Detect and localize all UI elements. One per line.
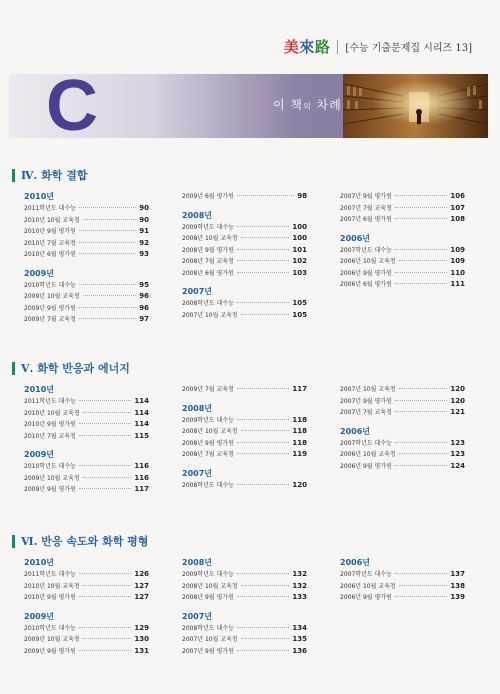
entry-label: 2006년 10월 교육청	[340, 451, 396, 458]
year-heading: 2006년	[340, 558, 370, 567]
entry-label: 2007년 9월 평가원	[182, 647, 234, 655]
dot-leader	[79, 627, 131, 628]
toc-entry[interactable]	[24, 226, 149, 238]
section-marker	[12, 362, 15, 375]
entry-label: 2007년 10월 교육청	[340, 386, 396, 393]
page-number: 106	[450, 192, 465, 200]
page-number: 118	[292, 415, 307, 424]
toc-entry[interactable]	[340, 191, 465, 203]
page-number: 118	[292, 427, 307, 435]
entry-label: 2010년 9월 평가원	[24, 421, 76, 428]
entry-label: 2011학년도 대수능	[24, 205, 76, 212]
dot-leader	[395, 400, 447, 401]
entry-label: 2010년 6월 평가원	[24, 251, 76, 258]
dot-leader	[395, 207, 447, 208]
page-number: 92	[139, 238, 149, 247]
entry-label: 2011학년도 대수능	[24, 398, 76, 405]
toc-entry[interactable]	[340, 396, 465, 408]
page-number: 109	[450, 257, 465, 265]
dot-leader	[79, 650, 131, 651]
page-number: 135	[292, 635, 307, 643]
page-number: 115	[134, 431, 149, 440]
entry-label: 2008년 9월 평가원	[182, 594, 234, 601]
entry-label: 2010년 10월 교육청	[24, 216, 80, 224]
page-number: 90	[139, 204, 149, 212]
entry-label: 2009년 7월 교육청	[24, 316, 76, 323]
dot-leader	[237, 226, 289, 227]
toc-entry[interactable]	[24, 592, 149, 604]
entry-label: 2008학년도 대수능	[182, 624, 234, 632]
page-number: 127	[134, 581, 149, 590]
dot-leader	[241, 314, 290, 315]
page-number: 91	[139, 227, 149, 235]
entry-label: 2010년 10월 교육청	[24, 409, 80, 417]
toc-column	[182, 384, 307, 491]
toc-entry[interactable]	[182, 634, 307, 646]
dot-leader	[79, 253, 136, 254]
page-number: 133	[292, 593, 307, 601]
toc-entry[interactable]	[182, 233, 307, 245]
page-number: 108	[450, 215, 465, 223]
page-number: 118	[292, 438, 307, 447]
toc-entry[interactable]	[182, 646, 307, 658]
page-number: 116	[134, 473, 149, 482]
dot-leader	[83, 219, 137, 220]
dot-leader	[79, 596, 131, 597]
section-title: Ⅵ. 반응 속도와 화학 평형	[21, 535, 149, 548]
page-number: 100	[292, 234, 307, 242]
dot-leader	[237, 272, 289, 273]
entry-label: 2009년 10월 교육청	[24, 293, 80, 300]
page-number: 111	[450, 280, 465, 288]
entry-label: 2007년 6월 평가원	[340, 216, 392, 223]
toc-entry[interactable]	[340, 245, 465, 257]
dot-leader	[237, 302, 289, 303]
dot-leader	[399, 388, 448, 389]
toc-entry[interactable]	[340, 407, 465, 419]
entry-label: 2006년 9월 평가원	[340, 269, 392, 277]
dot-leader	[237, 627, 289, 628]
toc-entry[interactable]	[24, 431, 149, 443]
toc-column	[340, 191, 465, 291]
entry-label: 2006년 10월 교육청	[340, 258, 396, 265]
toc-entry[interactable]	[24, 484, 149, 496]
dot-leader	[237, 453, 289, 454]
year-heading: 2007년	[182, 611, 212, 621]
dot-leader	[241, 430, 290, 431]
year-heading: 2009년	[24, 611, 54, 621]
toc-entry[interactable]	[182, 415, 307, 427]
page-number: 96	[139, 292, 149, 300]
toc-entry[interactable]	[24, 473, 149, 485]
page-number: 95	[139, 280, 149, 289]
brand-char: 路	[314, 38, 331, 56]
page-number: 116	[134, 462, 149, 470]
toc-entry[interactable]	[182, 222, 307, 234]
year-heading: 2008년	[182, 403, 212, 413]
page-number: 136	[292, 646, 307, 655]
entry-label: 2007년 10월 교육청	[182, 636, 238, 643]
page-number: 123	[450, 438, 465, 447]
page-number: 131	[134, 646, 149, 655]
entry-label: 2009학년도 대수능	[182, 416, 234, 424]
toc-column	[182, 191, 307, 321]
entry-label: 2009년 9월 평가원	[24, 647, 76, 655]
title-part: 이 책	[273, 98, 303, 112]
dot-leader	[395, 249, 447, 250]
library-photo	[343, 74, 488, 138]
entry-label: 2008년 6월 평가원	[182, 269, 234, 277]
dot-leader	[399, 260, 448, 261]
chapter-letter: C	[46, 66, 98, 146]
toc-entry[interactable]	[340, 214, 465, 226]
entry-label: 2010년 9월 평가원	[24, 594, 76, 601]
section-heading	[12, 360, 130, 376]
dot-leader	[79, 423, 131, 424]
page-number: 132	[292, 581, 307, 590]
page-number: 129	[134, 623, 149, 632]
entry-label: 2007학년도 대수능	[340, 439, 392, 447]
entry-label: 2010학년도 대수능	[24, 463, 76, 470]
dot-leader	[79, 307, 136, 308]
toc-entry[interactable]	[24, 280, 149, 292]
dot-leader	[83, 412, 132, 413]
page-number: 93	[139, 250, 149, 258]
toc-entry[interactable]	[340, 268, 465, 280]
page-number: 114	[134, 408, 149, 417]
toc-entry[interactable]	[24, 646, 149, 658]
dot-leader	[79, 318, 136, 319]
dot-leader	[395, 218, 447, 219]
toc-entry[interactable]	[182, 191, 307, 203]
toc-entry[interactable]	[182, 384, 307, 396]
entry-label: 2008년 10월 교육청	[182, 235, 238, 242]
toc-entry[interactable]	[24, 419, 149, 431]
toc-entry[interactable]	[24, 314, 149, 326]
page-number: 114	[134, 397, 149, 405]
entry-label: 2008년 10월 교육청	[182, 582, 238, 590]
dot-leader	[237, 249, 289, 250]
header-divider	[337, 40, 338, 54]
dot-leader	[237, 260, 289, 261]
dot-leader	[79, 465, 131, 466]
dot-leader	[83, 585, 132, 586]
entry-label: 2010년 7월 교육청	[24, 239, 76, 247]
toc-entry[interactable]	[182, 256, 307, 268]
entry-label: 2007학년도 대수능	[340, 571, 392, 578]
entry-label: 2009년 6월 평가원	[182, 193, 234, 200]
toc-column	[24, 191, 149, 326]
series-header	[284, 36, 472, 57]
toc-entry[interactable]	[340, 461, 465, 473]
toc-entry[interactable]	[340, 449, 465, 461]
library-shelves-image	[343, 74, 488, 138]
page-number: 134	[292, 623, 307, 632]
toc-column	[24, 384, 149, 496]
page-number: 123	[450, 450, 465, 458]
entry-label: 2009년 9월 평가원	[24, 304, 76, 312]
entry-label: 2006년 9월 평가원	[340, 462, 392, 470]
dot-leader	[79, 284, 136, 285]
page-number: 105	[292, 299, 307, 307]
dot-leader	[241, 237, 290, 238]
toc-entry[interactable]	[182, 438, 307, 450]
page-number: 138	[450, 581, 465, 590]
toc-entry[interactable]	[24, 634, 149, 646]
series-label: [수능 기출문제집 시리즈 13]	[345, 43, 472, 54]
contents-title	[273, 96, 342, 113]
page-number: 137	[450, 570, 465, 578]
page-number: 139	[450, 593, 465, 601]
entry-label: 2008년 10월 교육청	[182, 428, 238, 435]
entry-label: 2007년 7월 교육청	[340, 409, 392, 416]
toc-entry[interactable]	[182, 592, 307, 604]
section-marker	[12, 169, 15, 182]
section-marker	[12, 535, 15, 548]
title-part: 차례	[311, 98, 342, 112]
entry-label: 2009년 7월 교육청	[182, 386, 234, 393]
toc-entry[interactable]	[182, 623, 307, 635]
page-number: 103	[292, 268, 307, 277]
section-title: Ⅴ. 화학 반응과 에너지	[21, 362, 130, 375]
toc-entry[interactable]	[24, 291, 149, 303]
page-number: 132	[292, 570, 307, 578]
dot-leader	[83, 638, 132, 639]
entry-label: 2009년 9월 평가원	[24, 486, 76, 493]
dot-leader	[395, 465, 447, 466]
section-heading	[12, 533, 148, 549]
toc-entry[interactable]	[24, 249, 149, 261]
toc-entry[interactable]	[340, 581, 465, 593]
dot-leader	[395, 596, 447, 597]
toc-entry[interactable]	[182, 310, 307, 322]
dot-leader	[79, 573, 131, 574]
page-number: 121	[450, 408, 465, 416]
year-heading: 2007년	[182, 287, 212, 296]
dot-leader	[395, 411, 447, 412]
toc-entry[interactable]	[340, 438, 465, 450]
page-number: 98	[297, 192, 307, 200]
page-number: 120	[450, 385, 465, 393]
dot-leader	[395, 195, 447, 196]
page-number: 119	[292, 450, 307, 458]
entry-label: 2010학년도 대수능	[24, 624, 76, 632]
toc-column	[340, 557, 465, 604]
dot-leader	[395, 272, 447, 273]
title-part: 의	[303, 102, 312, 111]
entry-label: 2009학년도 대수능	[182, 571, 234, 578]
page-number: 110	[450, 268, 465, 277]
dot-leader	[241, 585, 290, 586]
page-number: 109	[450, 245, 465, 254]
contents-banner	[9, 66, 488, 146]
toc-entry[interactable]	[182, 581, 307, 593]
dot-leader	[395, 283, 447, 284]
dot-leader	[83, 477, 132, 478]
page-number: 102	[292, 257, 307, 265]
dot-leader	[237, 484, 289, 485]
year-heading: 2008년	[182, 558, 212, 567]
dot-leader	[237, 596, 289, 597]
dot-leader	[79, 488, 131, 489]
dot-leader	[79, 207, 136, 208]
dot-leader	[399, 453, 448, 454]
toc-entry[interactable]	[24, 215, 149, 227]
toc-column	[182, 557, 307, 657]
page-number: 130	[134, 635, 149, 643]
entry-label: 2011학년도 대수능	[24, 571, 76, 578]
year-heading: 2006년	[340, 233, 370, 243]
toc-entry[interactable]	[182, 298, 307, 310]
brand-char: 美	[283, 38, 300, 56]
entry-label: 2008년 9월 평가원	[182, 439, 234, 447]
toc-entry[interactable]	[24, 461, 149, 473]
toc-entry[interactable]	[24, 623, 149, 635]
year-heading: 2010년	[24, 192, 54, 201]
toc-entry[interactable]	[24, 569, 149, 581]
page-number: 100	[292, 222, 307, 231]
toc-entry[interactable]	[182, 268, 307, 280]
toc-entry[interactable]	[340, 384, 465, 396]
toc-column	[340, 384, 465, 472]
brand-logo	[284, 36, 331, 57]
dot-leader	[79, 400, 131, 401]
entry-label: 2010년 10월 교육청	[24, 582, 80, 590]
brand-char: 來	[299, 38, 315, 56]
toc-entry[interactable]	[24, 408, 149, 420]
section-heading	[12, 167, 87, 183]
page-number: 120	[450, 396, 465, 405]
year-heading: 2008년	[182, 210, 212, 220]
page-number: 127	[134, 593, 149, 601]
dot-leader	[237, 650, 289, 651]
entry-label: 2008년 9월 평가원	[182, 246, 234, 254]
toc-entry[interactable]	[24, 203, 149, 215]
dot-leader	[237, 388, 289, 389]
toc-entry[interactable]	[182, 480, 307, 492]
page-number: 117	[134, 485, 149, 493]
toc-entry[interactable]	[24, 238, 149, 250]
toc-column	[24, 557, 149, 657]
entry-label: 2008학년도 대수능	[182, 481, 234, 489]
toc-entry[interactable]	[182, 569, 307, 581]
page-number: 114	[134, 420, 149, 428]
year-heading: 2010년	[24, 385, 54, 394]
toc-entry[interactable]	[340, 569, 465, 581]
toc-entry[interactable]	[24, 581, 149, 593]
entry-label: 2006년 9월 평가원	[340, 594, 392, 601]
dot-leader	[241, 638, 290, 639]
entry-label: 2008학년도 대수능	[182, 300, 234, 307]
page-number: 117	[292, 385, 307, 393]
entry-label: 2006년 6월 평가원	[340, 281, 392, 288]
page-number: 107	[450, 203, 465, 212]
entry-label: 2010년 7월 교육청	[24, 432, 76, 440]
page-number: 101	[292, 245, 307, 254]
entry-label: 2007년 9월 평가원	[340, 397, 392, 405]
year-heading: 2010년	[24, 558, 54, 567]
page-number: 97	[139, 315, 149, 323]
dot-leader	[83, 295, 137, 296]
dot-leader	[395, 442, 447, 443]
dot-leader	[237, 419, 289, 420]
toc-entry[interactable]	[182, 449, 307, 461]
toc-entry[interactable]	[340, 279, 465, 291]
toc-entry[interactable]	[182, 426, 307, 438]
section-title: Ⅳ. 화학 결합	[21, 169, 88, 182]
entry-label: 2007학년도 대수능	[340, 246, 392, 254]
page-number: 96	[139, 303, 149, 312]
year-heading: 2006년	[340, 426, 370, 436]
entry-label: 2007년 10월 교육청	[182, 311, 238, 319]
dot-leader	[79, 242, 136, 243]
entry-label: 2010학년도 대수능	[24, 281, 76, 289]
toc-entry[interactable]	[340, 256, 465, 268]
dot-leader	[237, 195, 294, 196]
dot-leader	[399, 585, 448, 586]
entry-label: 2007년 9월 평가원	[340, 193, 392, 200]
toc-entry[interactable]	[24, 303, 149, 315]
entry-label: 2009학년도 대수능	[182, 223, 234, 231]
dot-leader	[237, 573, 289, 574]
page-number: 124	[450, 461, 465, 470]
dot-leader	[79, 435, 131, 436]
page-number: 120	[292, 480, 307, 489]
entry-label: 2008년 7월 교육청	[182, 258, 234, 265]
toc-entry[interactable]	[182, 245, 307, 257]
entry-label: 2009년 10월 교육청	[24, 474, 80, 482]
page-number: 90	[139, 215, 149, 224]
entry-label: 2006년 10월 교육청	[340, 582, 396, 590]
toc-entry[interactable]	[340, 203, 465, 215]
page-number: 105	[292, 310, 307, 319]
entry-label: 2007년 7월 교육청	[340, 204, 392, 212]
dot-leader	[395, 573, 447, 574]
entry-label: 2010년 9월 평가원	[24, 228, 76, 235]
entry-label: 2008년 7월 교육청	[182, 451, 234, 458]
dot-leader	[79, 230, 136, 231]
year-heading: 2007년	[182, 468, 212, 478]
year-heading: 2009년	[24, 268, 54, 278]
toc-entry[interactable]	[340, 592, 465, 604]
year-heading: 2009년	[24, 450, 54, 459]
entry-label: 2009년 10월 교육청	[24, 636, 80, 643]
toc-entry[interactable]	[24, 396, 149, 408]
page-number: 126	[134, 570, 149, 578]
dot-leader	[237, 442, 289, 443]
